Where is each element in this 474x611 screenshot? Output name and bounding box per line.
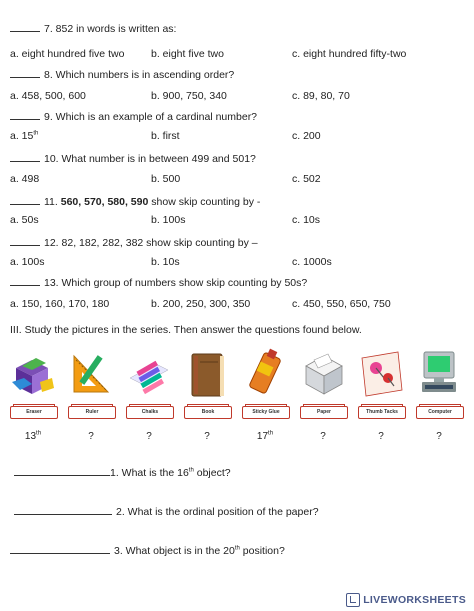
liveworksheets-icon [346, 593, 360, 607]
choice-7c[interactable]: c. eight hundred fifty-two [292, 48, 407, 60]
answer-blank[interactable] [10, 236, 40, 246]
answer-blank[interactable] [10, 276, 40, 286]
eraser-image [10, 348, 56, 400]
choice-9b[interactable]: b. first [151, 130, 180, 142]
choice-11c[interactable]: c. 10s [292, 214, 321, 226]
object-label-paper: Paper [300, 406, 348, 419]
choice-7a[interactable]: a. eight hundred five two [10, 48, 125, 60]
object-position-paper: ? [320, 431, 326, 442]
liveworksheets-logo: LIVEWORKSHEETS [346, 591, 466, 609]
thumb-tacks-image [358, 348, 404, 400]
choice-12b[interactable]: b. 10s [151, 256, 180, 268]
section-3-heading: III. Study the pictures in the series. Then answer the questions found below. [10, 324, 362, 336]
object-position-eraser: 13th [24, 430, 42, 442]
choice-10a[interactable]: a. 498 [10, 173, 40, 185]
choice-11b[interactable]: b. 100s [151, 214, 186, 226]
answer-blank[interactable] [10, 544, 110, 554]
choice-10b[interactable]: b. 500 [151, 173, 181, 185]
object-label-thumb-tacks: Thumb Tacks [358, 406, 406, 419]
object-position-book: ? [204, 431, 210, 442]
answer-blank[interactable] [14, 505, 112, 515]
question-11: 11. 560, 570, 580, 590 show skip counting by - [10, 195, 260, 208]
object-position-thumb-tacks: ? [378, 431, 384, 442]
question-7: 7. 852 in words is written as: [10, 22, 176, 35]
choice-8b[interactable]: b. 900, 750, 340 [151, 90, 227, 102]
answer-blank[interactable] [10, 22, 40, 32]
choice-13c[interactable]: c. 450, 550, 650, 750 [292, 298, 391, 310]
sub-question-3: 3. What object is in the 20th position? [10, 544, 285, 557]
choice-12a[interactable]: a. 100s [10, 256, 45, 268]
chalks-image [126, 348, 172, 400]
choice-12c[interactable]: c. 1000s [292, 256, 332, 268]
answer-blank[interactable] [10, 195, 40, 205]
question-8: 8. Which numbers is in ascending order? [10, 68, 234, 81]
object-label-computer: Computer [416, 406, 464, 419]
book-image [184, 348, 230, 400]
glue-image [242, 348, 288, 400]
answer-blank[interactable] [14, 466, 110, 476]
computer-image [416, 348, 462, 400]
object-position-computer: ? [436, 431, 442, 442]
choice-8c[interactable]: c. 89, 80, 70 [292, 90, 350, 102]
object-label-chalks: Chalks [126, 406, 174, 419]
choice-7b[interactable]: b. eight five two [151, 48, 224, 60]
question-12: 12. 82, 182, 282, 382 show skip counting by – [10, 236, 258, 249]
sub-question-2: 2. What is the ordinal position of the paper? [14, 505, 319, 518]
object-label-eraser: Eraser [10, 406, 58, 419]
answer-blank[interactable] [10, 68, 40, 78]
choice-11a[interactable]: a. 50s [10, 214, 39, 226]
choice-13a[interactable]: a. 150, 160, 170, 180 [10, 298, 110, 310]
choice-10c[interactable]: c. 502 [292, 173, 321, 185]
choice-9a[interactable]: a. 15th [10, 130, 39, 142]
choice-13b[interactable]: b. 200, 250, 300, 350 [151, 298, 251, 310]
question-13: 13. Which group of numbers show skip counting by 50s? [10, 276, 307, 289]
object-position-ruler: ? [88, 431, 94, 442]
question-9: 9. Which is an example of a cardinal number? [10, 110, 257, 123]
object-position-chalks: ? [146, 431, 152, 442]
object-label-ruler: Ruler [68, 406, 116, 419]
object-label-sticky-glue: Sticky Glue [242, 406, 290, 419]
answer-blank[interactable] [10, 110, 40, 120]
paper-image [300, 348, 346, 400]
ruler-image [68, 348, 114, 400]
question-10: 10. What number is in between 499 and 501? [10, 152, 256, 165]
answer-blank[interactable] [10, 152, 40, 162]
object-label-book: Book [184, 406, 232, 419]
sub-question-1: 1. What is the 16th object? [14, 466, 231, 479]
choice-8a[interactable]: a. 458, 500, 600 [10, 90, 86, 102]
choice-9c[interactable]: c. 200 [292, 130, 321, 142]
object-position-sticky-glue: 17th [256, 430, 274, 442]
